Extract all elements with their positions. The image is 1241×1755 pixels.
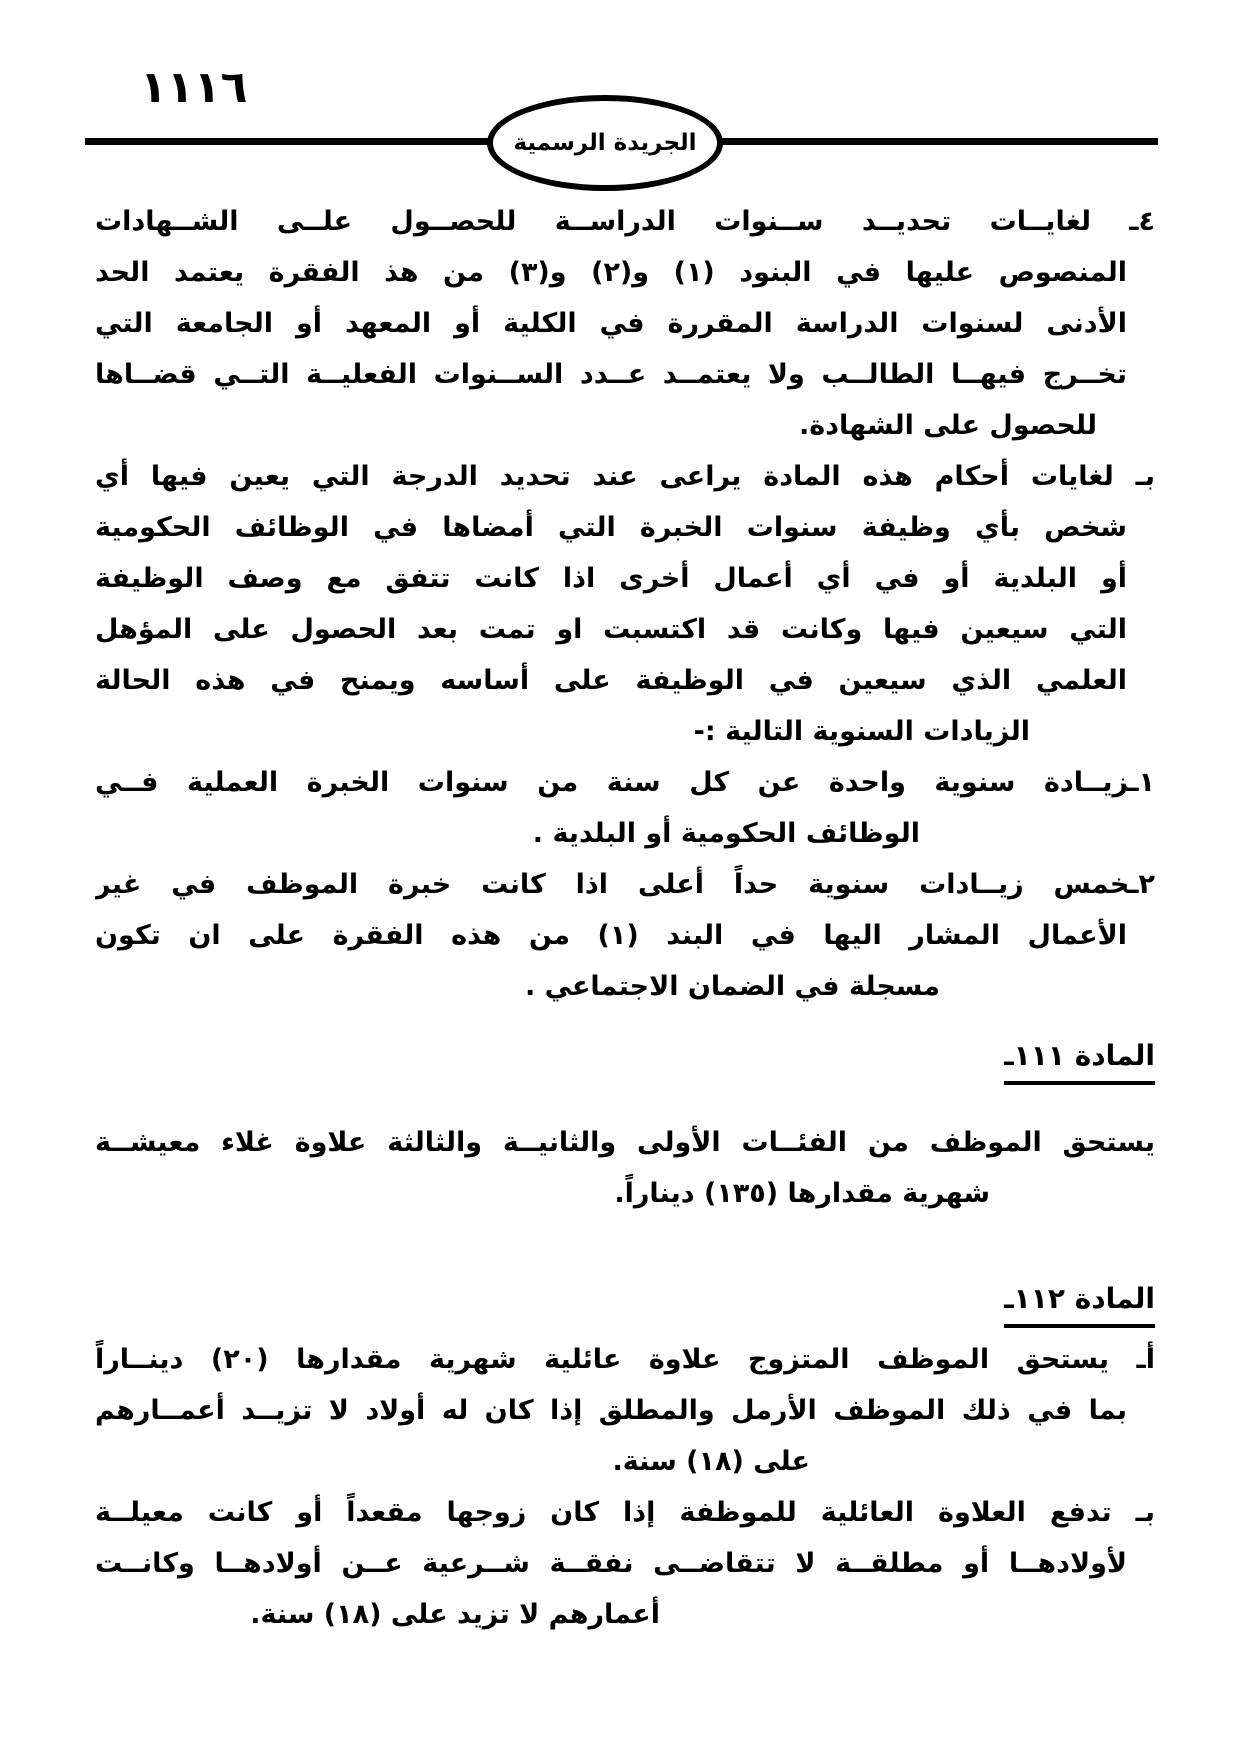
text-line: بما في ذلك الموظف الأرمل والمطلق إذا كان له أولاد لا تزيــد أعمــارهم <box>95 1395 1127 1426</box>
article-111-title: المادة ١١١ـ <box>1004 1034 1155 1085</box>
text-line: للحصول على الشهادة. <box>798 410 1097 441</box>
article-112-heading <box>95 1277 1155 1328</box>
page-header <box>0 0 1241 196</box>
text-line: أو البلدية أو في أي أعمال أخرى اذا كانت تتفق مع وصف الوظيفة <box>95 563 1127 594</box>
text-line: تخــرج فيهــا الطالــب ولا يعتمــد عــدد الســنوات الفعليــة التــي قضــاها <box>95 359 1127 390</box>
sub-item-1 <box>95 757 1155 859</box>
text-line: أعمارهم لا تزيد على (١٨) سنة. <box>250 1599 660 1630</box>
text-line: على (١٨) سنة. <box>612 1446 810 1477</box>
article-112-item-b <box>95 1487 1155 1640</box>
text-line: الأعمال المشار اليها في البند (١) من هذه الفقرة على ان تكون <box>95 920 1127 951</box>
article-112-item-a <box>95 1334 1155 1487</box>
text-line: العلمي الذي سيعين في الوظيفة على أساسه ويمنح في هذه الحالة <box>95 665 1127 696</box>
text-line: مسجلة في الضمان الاجتماعي . <box>524 971 940 1002</box>
text-line: بـ لغايات أحكام هذه المادة يراعى عند تحديد الدرجة التي يعين فيها أي <box>95 461 1155 492</box>
clause-4 <box>95 196 1155 451</box>
article-111-heading <box>95 1034 1155 1085</box>
document-body <box>0 196 1241 1640</box>
text-line: الأدنى لسنوات الدراسة المقررة في الكلية أو المعهد أو الجامعة التي <box>95 308 1127 339</box>
text-line: ٢ـخمس زيــادات سنوية حداً أعلى اذا كانت خبرة الموظف في غير <box>95 869 1155 900</box>
page-number: ١١١٦ <box>140 62 248 113</box>
article-112-title: المادة ١١٢ـ <box>1004 1277 1155 1328</box>
text-line: التي سيعين فيها وكانت قد اكتسبت او تمت بعد الحصول على المؤهل <box>95 614 1127 645</box>
text-line: المنصوص عليها في البنود (١) و(٢) و(٣) من هذ الفقرة يعتمد الحد <box>95 257 1127 288</box>
clause-b <box>95 451 1155 757</box>
text-line: ٤ـ لغايــات تحديــد ســنوات الدراســة للحصــول علــى الشــهادات <box>95 206 1155 237</box>
text-line: الوظائف الحكومية أو البلدية . <box>532 818 920 849</box>
text-line: يستحق الموظف من الفئــات الأولى والثانيــة والثالثة علاوة غلاء معيشــة <box>95 1127 1155 1158</box>
gazette-seal <box>487 95 723 191</box>
gazette-title: الجريدة الرسمية <box>513 130 697 156</box>
text-line: بـ تدفع العلاوة العائلية للموظفة إذا كان زوجها مقعداً أو كانت معيلــة <box>95 1497 1155 1528</box>
text-line: شهرية مقدارها (١٣٥) ديناراً. <box>614 1178 990 1209</box>
text-line: الزيادات السنوية التالية :- <box>693 716 1030 747</box>
sub-item-2 <box>95 859 1155 1012</box>
text-line: لأولادهــا أو مطلقــة لا تتقاضــى نفقــة شــرعية عــن أولادهــا وكانــت <box>95 1548 1127 1579</box>
text-line: أـ يستحق الموظف المتزوج علاوة عائلية شهرية مقدارها (٢٠) دينــاراً <box>95 1344 1155 1375</box>
article-111-body <box>95 1117 1155 1219</box>
text-line: ١ـزيــادة سنوية واحدة عن كل سنة من سنوات الخبرة العملية فــي <box>95 767 1155 798</box>
text-line: شخص بأي وظيفة سنوات الخبرة التي أمضاها في الوظائف الحكومية <box>95 512 1127 543</box>
